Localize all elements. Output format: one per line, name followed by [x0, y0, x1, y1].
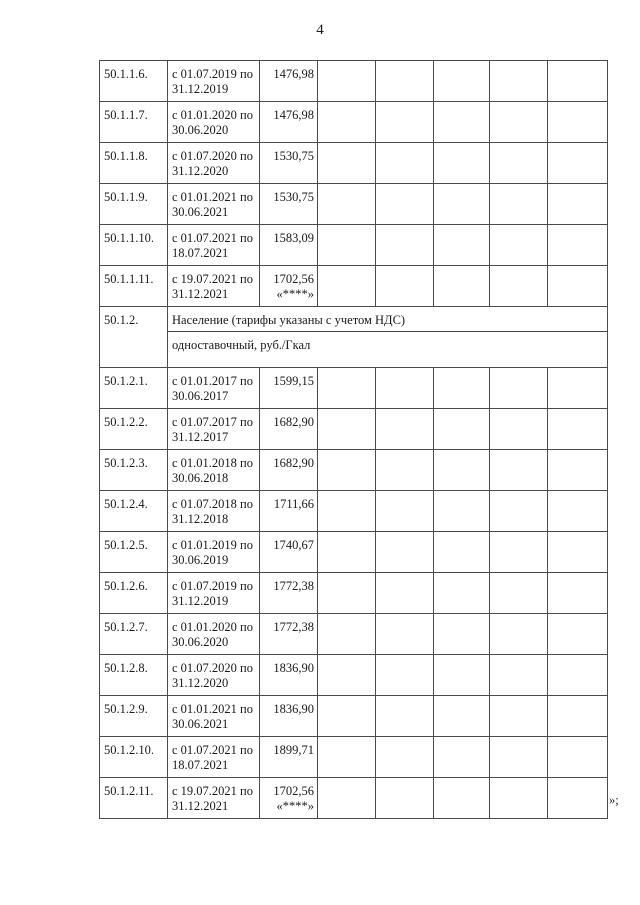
row-value: 1476,98: [273, 67, 314, 81]
row-value-cell: [260, 655, 318, 696]
empty-cell: [376, 655, 434, 696]
empty-cell: [548, 450, 608, 491]
empty-cell: [490, 61, 548, 102]
empty-cell: [318, 266, 376, 307]
row-value: 1682,90: [273, 415, 314, 429]
section-subtitle-row: [100, 332, 608, 368]
empty-cell: [318, 655, 376, 696]
row-period: с 01.07.2020 по 31.12.2020: [168, 143, 260, 184]
empty-cell: [434, 573, 490, 614]
row-period: с 01.01.2021 по 30.06.2021: [168, 696, 260, 737]
row-number: 50.1.2.5.: [100, 532, 168, 573]
row-value: 1583,09: [273, 231, 314, 245]
row-number: 50.1.1.9.: [100, 184, 168, 225]
row-value-cell: [260, 225, 318, 266]
empty-cell: [490, 778, 548, 819]
empty-cell: [490, 368, 548, 409]
empty-cell: [434, 532, 490, 573]
row-number: 50.1.2.11.: [100, 778, 168, 819]
empty-cell: [318, 61, 376, 102]
empty-cell: [548, 409, 608, 450]
empty-cell: [548, 225, 608, 266]
row-value: 1530,75: [273, 190, 314, 204]
row-number: 50.1.1.7.: [100, 102, 168, 143]
row-value-cell: [260, 266, 318, 307]
empty-cell: [376, 532, 434, 573]
row-value: 1476,98: [273, 108, 314, 122]
empty-cell: [434, 143, 490, 184]
empty-cell: [376, 368, 434, 409]
row-value: 1740,67: [273, 538, 314, 552]
section-subtitle: одноставочный, руб./Гкал: [168, 332, 608, 368]
empty-cell: [318, 532, 376, 573]
section-title: Население (тарифы указаны с учетом НДС): [168, 307, 608, 332]
empty-cell: [318, 614, 376, 655]
row-period: с 01.07.2020 по 31.12.2020: [168, 655, 260, 696]
empty-cell: [434, 696, 490, 737]
empty-cell: [548, 573, 608, 614]
row-period: с 19.07.2021 по 31.12.2021: [168, 778, 260, 819]
table-row: [100, 491, 608, 532]
empty-cell: [434, 614, 490, 655]
closing-mark: »;: [609, 793, 619, 807]
empty-cell: [490, 225, 548, 266]
empty-cell: [318, 778, 376, 819]
row-number: 50.1.2.6.: [100, 573, 168, 614]
table-row: [100, 696, 608, 737]
row-number: 50.1.2.7.: [100, 614, 168, 655]
row-value-cell: [260, 61, 318, 102]
empty-cell: [548, 655, 608, 696]
table-row: [100, 102, 608, 143]
empty-cell: [548, 491, 608, 532]
empty-cell: [434, 266, 490, 307]
table-row: [100, 778, 608, 819]
row-period: с 01.07.2019 по 31.12.2019: [168, 573, 260, 614]
empty-cell: [318, 491, 376, 532]
row-number: 50.1.2.10.: [100, 737, 168, 778]
empty-cell: [434, 102, 490, 143]
row-value: 1899,71: [273, 743, 314, 757]
row-period: с 01.07.2019 по 31.12.2019: [168, 61, 260, 102]
row-value: 1836,90: [273, 702, 314, 716]
row-value-cell: [260, 491, 318, 532]
table-row: [100, 266, 608, 307]
empty-cell: [490, 266, 548, 307]
empty-cell: [376, 450, 434, 491]
row-number: 50.1.2.2.: [100, 409, 168, 450]
row-period: с 01.07.2018 по 31.12.2018: [168, 491, 260, 532]
row-period: с 01.01.2020 по 30.06.2020: [168, 614, 260, 655]
empty-cell: [434, 737, 490, 778]
empty-cell: [318, 450, 376, 491]
row-number: 50.1.2.9.: [100, 696, 168, 737]
empty-cell: [548, 737, 608, 778]
table-row: [100, 737, 608, 778]
table-row: [100, 368, 608, 409]
empty-cell: [548, 532, 608, 573]
empty-cell: [318, 696, 376, 737]
empty-cell: [376, 184, 434, 225]
empty-cell: [376, 696, 434, 737]
empty-cell: [434, 778, 490, 819]
empty-cell: [548, 184, 608, 225]
row-value-cell: [260, 573, 318, 614]
table-row: [100, 409, 608, 450]
empty-cell: [490, 450, 548, 491]
page-number: 4: [316, 22, 324, 38]
table-row: [100, 225, 608, 266]
row-number: 50.1.1.11.: [100, 266, 168, 307]
empty-cell: [318, 225, 376, 266]
row-number: 50.1.1.10.: [100, 225, 168, 266]
row-period: с 01.07.2021 по 18.07.2021: [168, 225, 260, 266]
tariff-table: [99, 60, 608, 819]
row-value-cell: [260, 532, 318, 573]
empty-cell: [318, 368, 376, 409]
empty-cell: [490, 737, 548, 778]
table-row: [100, 655, 608, 696]
empty-cell: [376, 225, 434, 266]
empty-cell: [434, 409, 490, 450]
empty-cell: [490, 143, 548, 184]
row-number: 50.1.2.3.: [100, 450, 168, 491]
empty-cell: [376, 61, 434, 102]
empty-cell: [376, 409, 434, 450]
row-value-note: «****»: [276, 287, 314, 301]
row-value-cell: [260, 143, 318, 184]
empty-cell: [490, 696, 548, 737]
row-number: 50.1.1.8.: [100, 143, 168, 184]
empty-cell: [376, 614, 434, 655]
empty-cell: [434, 225, 490, 266]
row-value-cell: [260, 737, 318, 778]
empty-cell: [318, 409, 376, 450]
empty-cell: [548, 778, 608, 819]
row-value-cell: [260, 409, 318, 450]
row-value: 1772,38: [273, 579, 314, 593]
row-period: с 01.07.2021 по 18.07.2021: [168, 737, 260, 778]
empty-cell: [376, 102, 434, 143]
empty-cell: [318, 737, 376, 778]
empty-cell: [376, 266, 434, 307]
empty-cell: [434, 450, 490, 491]
empty-cell: [318, 143, 376, 184]
row-period: с 01.01.2019 по 30.06.2019: [168, 532, 260, 573]
empty-cell: [490, 409, 548, 450]
empty-cell: [490, 614, 548, 655]
row-value-cell: [260, 450, 318, 491]
table-row: [100, 61, 608, 102]
row-value: 1702,56: [273, 784, 314, 798]
table-row: [100, 573, 608, 614]
empty-cell: [490, 532, 548, 573]
row-value-note: «****»: [276, 799, 314, 813]
row-number: 50.1.2.8.: [100, 655, 168, 696]
row-period: с 19.07.2021 по 31.12.2021: [168, 266, 260, 307]
empty-cell: [490, 491, 548, 532]
empty-cell: [434, 184, 490, 225]
row-value-cell: [260, 368, 318, 409]
empty-cell: [376, 143, 434, 184]
row-value-cell: [260, 696, 318, 737]
empty-cell: [490, 184, 548, 225]
empty-cell: [548, 266, 608, 307]
row-value: 1702,56: [273, 272, 314, 286]
table-row: [100, 143, 608, 184]
empty-cell: [434, 368, 490, 409]
empty-cell: [434, 655, 490, 696]
empty-cell: [548, 61, 608, 102]
row-value: 1599,15: [273, 374, 314, 388]
row-value-cell: [260, 614, 318, 655]
table-row: [100, 532, 608, 573]
table-row: [100, 614, 608, 655]
row-value: 1711,66: [273, 497, 314, 511]
row-value: 1772,38: [273, 620, 314, 634]
row-period: с 01.01.2021 по 30.06.2021: [168, 184, 260, 225]
row-period: с 01.01.2018 по 30.06.2018: [168, 450, 260, 491]
row-number: 50.1.2.1.: [100, 368, 168, 409]
row-number: 50.1.2.4.: [100, 491, 168, 532]
empty-cell: [434, 491, 490, 532]
row-value-cell: [260, 778, 318, 819]
row-value-cell: [260, 102, 318, 143]
empty-cell: [490, 655, 548, 696]
section-number: 50.1.2.: [100, 307, 168, 368]
empty-cell: [548, 696, 608, 737]
empty-cell: [490, 573, 548, 614]
empty-cell: [490, 102, 548, 143]
row-value-cell: [260, 184, 318, 225]
empty-cell: [548, 102, 608, 143]
table-row: [100, 184, 608, 225]
row-period: с 01.07.2017 по 31.12.2017: [168, 409, 260, 450]
empty-cell: [376, 573, 434, 614]
row-period: с 01.01.2020 по 30.06.2020: [168, 102, 260, 143]
empty-cell: [548, 368, 608, 409]
row-number: 50.1.1.6.: [100, 61, 168, 102]
empty-cell: [434, 61, 490, 102]
row-value: 1836,90: [273, 661, 314, 675]
section-title-row: [100, 307, 608, 332]
row-value: 1530,75: [273, 149, 314, 163]
empty-cell: [318, 184, 376, 225]
empty-cell: [376, 491, 434, 532]
table-row: [100, 450, 608, 491]
empty-cell: [548, 143, 608, 184]
empty-cell: [318, 102, 376, 143]
empty-cell: [376, 737, 434, 778]
empty-cell: [548, 614, 608, 655]
empty-cell: [376, 778, 434, 819]
row-value: 1682,90: [273, 456, 314, 470]
empty-cell: [318, 573, 376, 614]
row-period: с 01.01.2017 по 30.06.2017: [168, 368, 260, 409]
